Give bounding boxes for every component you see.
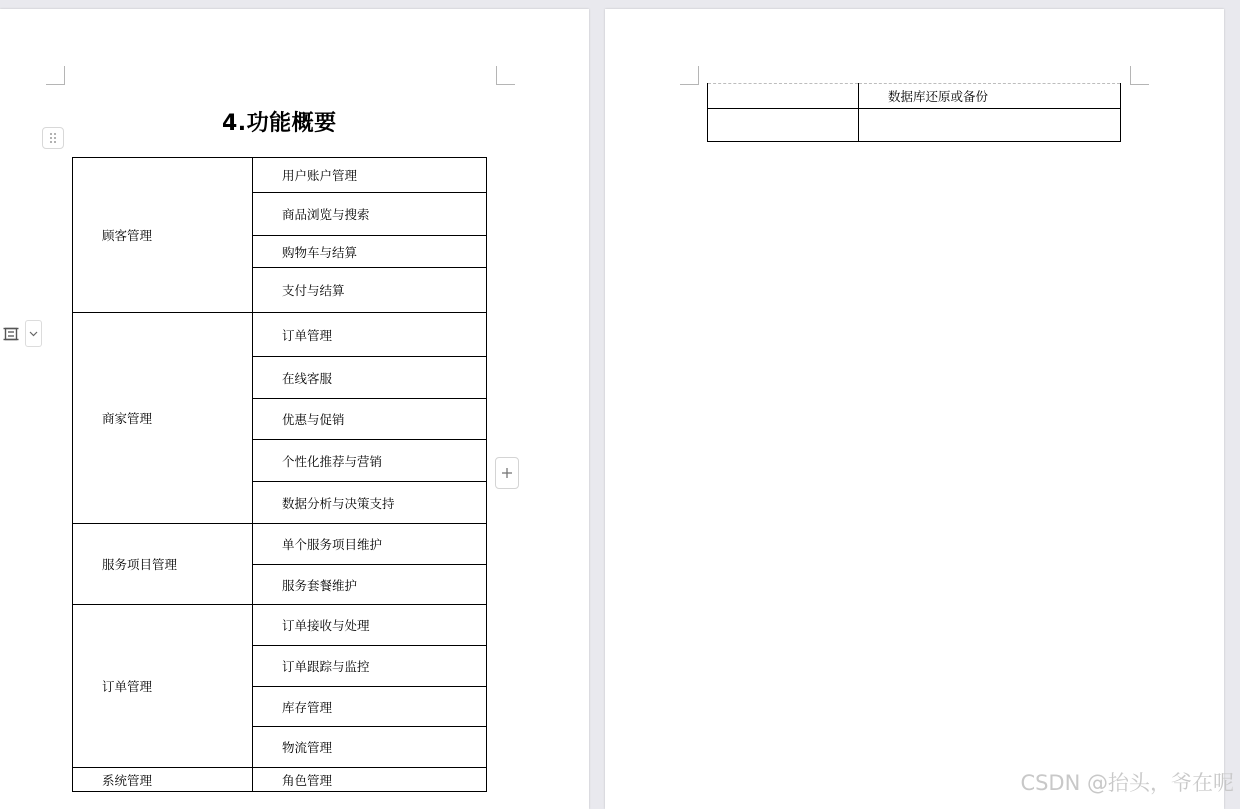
table-function-cell[interactable]: 优惠与促销 (253, 399, 487, 440)
table-category-cell[interactable]: 服务项目管理 (73, 524, 253, 605)
table-function-cell[interactable]: 数据分析与决策支持 (253, 482, 487, 524)
function-overview-table-continued[interactable] (707, 83, 1121, 142)
chevron-down-icon[interactable] (25, 320, 42, 347)
page-margin-corner-top-right (1130, 66, 1149, 85)
table-category-cell[interactable]: 系统管理 (73, 768, 253, 792)
table-category-cell[interactable]: 商家管理 (73, 313, 253, 524)
table-function-cell[interactable]: 订单接收与处理 (253, 605, 487, 646)
table-function-cell[interactable]: 服务套餐维护 (253, 565, 487, 605)
section-title: 4.功能概要 (222, 111, 337, 136)
watermark-text: CSDN @抬头，爷在呢 (1020, 771, 1234, 795)
table-function-cell[interactable]: 数据库还原或备份 (859, 84, 1121, 109)
plus-icon[interactable] (495, 457, 519, 489)
table-function-cell[interactable] (859, 109, 1121, 142)
table-menu-icon[interactable] (0, 319, 22, 348)
table-side-toolbar[interactable] (0, 319, 45, 348)
page-margin-corner-top-left (680, 66, 699, 85)
table-function-cell[interactable]: 个性化推荐与营销 (253, 440, 487, 482)
function-overview-table[interactable] (72, 157, 487, 792)
table-category-cell[interactable]: 订单管理 (73, 605, 253, 768)
drag-dots-glyph (49, 132, 57, 144)
table-category-cell[interactable]: 顾客管理 (73, 158, 253, 313)
table-function-cell[interactable]: 在线客服 (253, 357, 487, 399)
table-function-cell[interactable]: 购物车与结算 (253, 236, 487, 268)
page-margin-corner-top-right (496, 66, 515, 85)
table-function-cell[interactable]: 单个服务项目维护 (253, 524, 487, 565)
table-function-cell[interactable]: 订单管理 (253, 313, 487, 357)
table-function-cell[interactable]: 支付与结算 (253, 268, 487, 313)
table-function-cell[interactable]: 商品浏览与搜索 (253, 193, 487, 236)
drag-handle-icon[interactable] (42, 127, 64, 149)
table-function-cell[interactable]: 用户账户管理 (253, 158, 487, 193)
page-margin-corner-top-left (46, 66, 65, 85)
table-category-cell[interactable] (708, 109, 859, 142)
table-function-cell[interactable]: 库存管理 (253, 687, 487, 727)
table-function-cell[interactable]: 角色管理 (253, 768, 487, 792)
table-function-cell[interactable]: 物流管理 (253, 727, 487, 768)
table-function-cell[interactable]: 订单跟踪与监控 (253, 646, 487, 687)
table-category-cell[interactable] (708, 84, 859, 109)
